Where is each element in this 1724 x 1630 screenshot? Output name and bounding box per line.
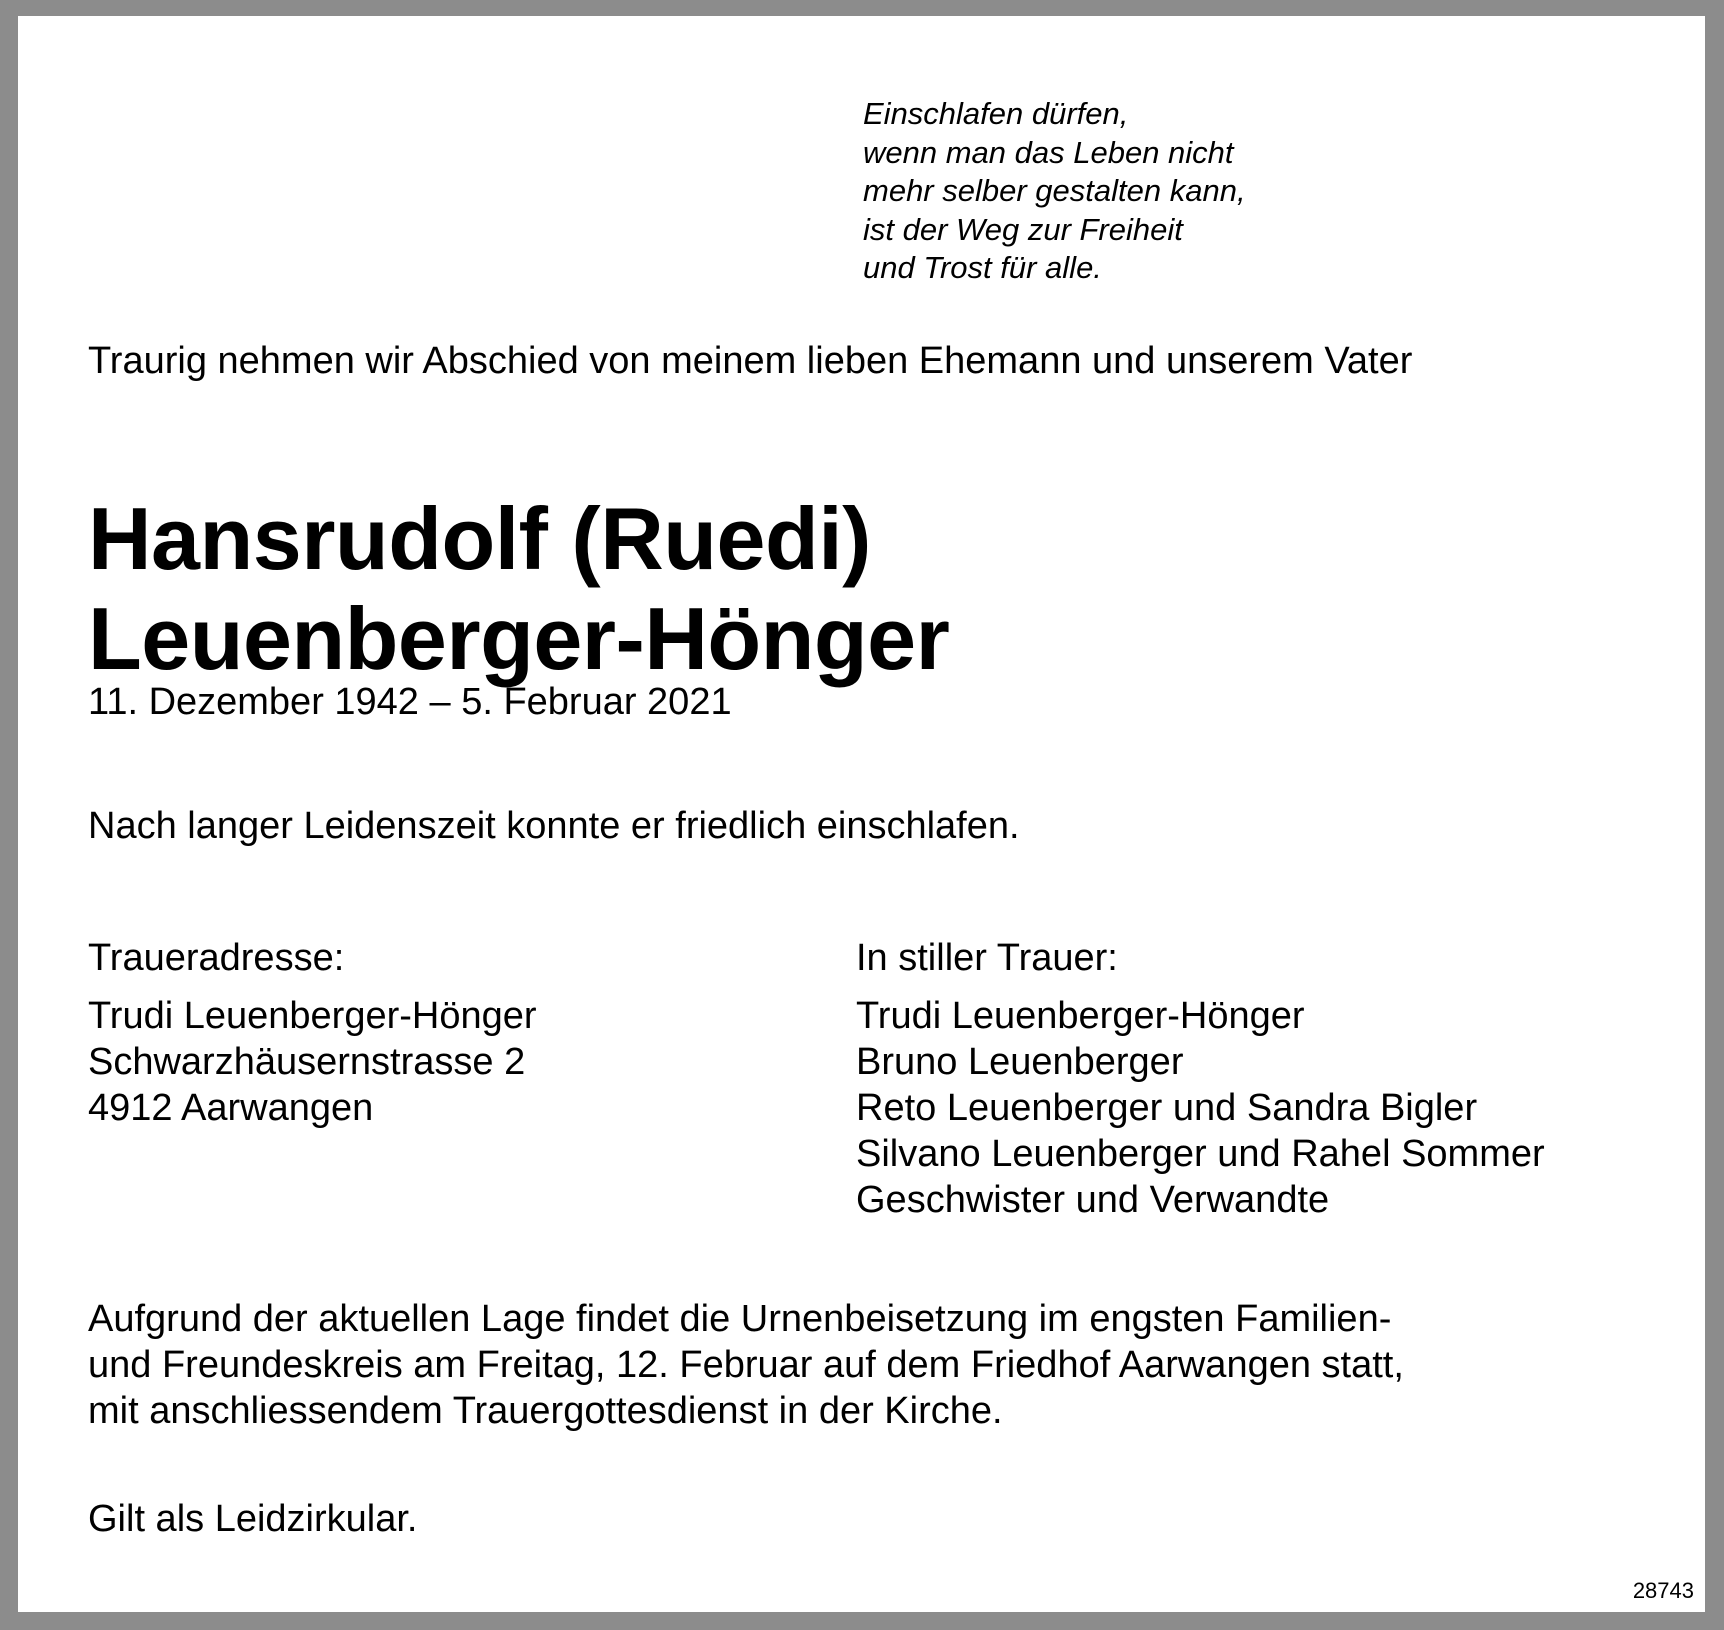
address-line: 4912 Aarwangen xyxy=(88,1087,374,1129)
poem-line: und Trost für alle. xyxy=(863,250,1102,285)
mourner-line: Reto Leuenberger und Sandra Bigler xyxy=(856,1087,1478,1129)
deceased-name xyxy=(88,489,949,689)
name-line-2: Leuenberger-Hönger xyxy=(88,589,950,688)
mourners-heading: In stiller Trauer: xyxy=(856,937,1118,979)
funeral-line: mit anschliessendem Trauergottesdienst in der Kirche. xyxy=(88,1390,1003,1432)
poem-line: mehr selber gestalten kann, xyxy=(863,173,1246,208)
mourner-line: Trudi Leuenberger-Hönger xyxy=(856,995,1305,1037)
mourners-list xyxy=(856,993,1545,1223)
poem-quote xyxy=(863,95,1246,288)
poem-line: Einschlafen dürfen, xyxy=(863,96,1129,131)
poem-line: wenn man das Leben nicht xyxy=(863,134,1234,170)
address-line: Schwarzhäusernstrasse 2 xyxy=(88,1041,526,1083)
address-block xyxy=(88,993,537,1131)
funeral-line: Aufgrund der aktuellen Lage findet die Urnenbeisetzung im engsten Familien- xyxy=(88,1298,1392,1340)
intro-text: Traurig nehmen wir Abschied von meinem lieben Ehemann und unserem Vater xyxy=(88,340,1413,382)
mourner-line: Geschwister und Verwandte xyxy=(856,1179,1330,1221)
name-line-1: Hansrudolf (Ruedi) xyxy=(88,489,871,588)
obituary-page xyxy=(18,16,1705,1612)
funeral-notice xyxy=(88,1296,1404,1434)
funeral-line: und Freundeskreis am Freitag, 12. Februar auf dem Friedhof Aarwangen statt, xyxy=(88,1344,1404,1386)
circular-note: Gilt als Leidzirkular. xyxy=(88,1498,418,1540)
address-line: Trudi Leuenberger-Hönger xyxy=(88,995,537,1037)
life-dates: 11. Dezember 1942 – 5. Februar 2021 xyxy=(88,681,732,723)
poem-line: ist der Weg zur Freiheit xyxy=(863,211,1183,247)
mourner-line: Silvano Leuenberger und Rahel Sommer xyxy=(856,1133,1545,1175)
address-heading: Traueradresse: xyxy=(88,937,345,979)
mourner-line: Bruno Leuenberger xyxy=(856,1041,1184,1083)
ad-number: 28743 xyxy=(1632,1578,1694,1603)
statement-text: Nach langer Leidenszeit konnte er friedlich einschlafen. xyxy=(88,805,1020,847)
